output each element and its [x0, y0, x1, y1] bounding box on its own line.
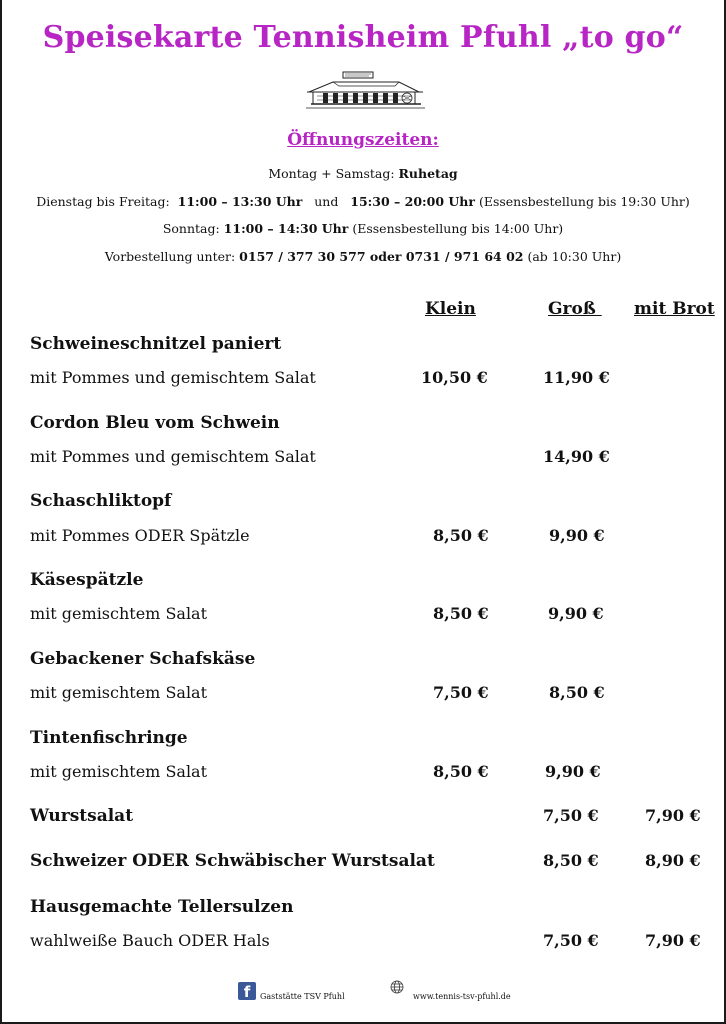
- hours-line4-bold: 0157 / 377 30 577 oder 0731 / 971 64 02: [239, 249, 524, 264]
- price-large: 14,90 €: [543, 447, 610, 466]
- page-title: Speisekarte Tennisheim Pfuhl „to go“: [42, 20, 684, 55]
- price-bread: 7,90 €: [645, 931, 701, 950]
- price-small: 8,50 €: [433, 604, 489, 623]
- menu-item-name: Schaschliktopf: [30, 491, 172, 511]
- footer: [2, 980, 724, 1006]
- column-header-small: Klein: [425, 299, 476, 319]
- hours-line3-prefix: Sonntag:: [162, 221, 224, 236]
- menu-item-name: Wurstsalat: [30, 806, 134, 826]
- price-bread: 8,90 €: [645, 851, 701, 870]
- menu-item-desc: mit Pommes und gemischtem Salat: [30, 447, 316, 466]
- website-link[interactable]: www.tennis-tsv-pfuhl.de: [413, 992, 511, 1001]
- menu-item-name: Schweineschnitzel paniert: [30, 334, 282, 354]
- menu-item-name: Gebackener Schafskäse: [30, 649, 256, 669]
- price-large: 7,50 €: [543, 806, 599, 825]
- menu-item-name: Käsespätzle: [30, 570, 144, 590]
- hours-line3-bold: 11:00 – 14:30 Uhr: [223, 221, 349, 236]
- hours-preorder: [2, 249, 724, 264]
- menu-item-desc: wahlweiße Bauch ODER Hals: [30, 931, 270, 950]
- menu-item-desc: mit Pommes ODER Spätzle: [30, 526, 250, 545]
- menu-item-name: Tintenfischringe: [30, 728, 188, 748]
- hours-line2-mid: und: [302, 194, 351, 209]
- price-small: 7,50 €: [433, 683, 489, 702]
- price-small: 8,50 €: [433, 762, 489, 781]
- menu-item-desc: mit gemischtem Salat: [30, 604, 208, 623]
- price-large: 9,90 €: [549, 526, 605, 545]
- globe-icon[interactable]: [389, 980, 405, 996]
- hours-line1-bold: Ruhetag: [398, 166, 458, 181]
- hours-line3-suffix: (Essensbestellung bis 14:00 Uhr): [348, 221, 564, 236]
- opening-hours-heading: Öffnungszeiten:: [287, 130, 439, 150]
- price-small: 8,50 €: [433, 526, 489, 545]
- menu-item-name: Hausgemachte Tellersulzen: [30, 897, 294, 917]
- hours-line2-bold1: 11:00 – 13:30 Uhr: [177, 194, 303, 209]
- price-large: 8,50 €: [549, 683, 605, 702]
- menu-page: [2, 0, 724, 1022]
- hours-line4-prefix: Vorbestellung unter:: [104, 249, 240, 264]
- price-large: 7,50 €: [543, 931, 599, 950]
- hours-line2-prefix: Dienstag bis Freitag:: [36, 194, 178, 209]
- menu-item-name: Schweizer ODER Schwäbischer Wurstsalat: [30, 851, 435, 871]
- price-large: 9,90 €: [548, 604, 604, 623]
- hours-line4-suffix: (ab 10:30 Uhr): [523, 249, 622, 264]
- hours-line2-bold2: 15:30 – 20:00 Uhr: [350, 194, 475, 209]
- menu-item-desc: mit gemischtem Salat: [30, 762, 208, 781]
- price-large: 8,50 €: [543, 851, 599, 870]
- price-small: 10,50 €: [421, 368, 488, 387]
- hours-line2-suffix: (Essensbestellung bis 19:30 Uhr): [474, 194, 690, 209]
- menu-item-desc: mit gemischtem Salat: [30, 683, 208, 702]
- menu-item-name: Cordon Bleu vom Schwein: [30, 413, 280, 433]
- price-large: 9,90 €: [545, 762, 601, 781]
- facebook-icon[interactable]: f: [238, 982, 256, 1000]
- clubhouse-drawing-icon: [303, 70, 427, 114]
- price-large: 11,90 €: [543, 368, 610, 387]
- menu-item-desc: mit Pommes und gemischtem Salat: [30, 368, 316, 387]
- column-header-large: Groß: [548, 299, 602, 319]
- price-bread: 7,90 €: [645, 806, 701, 825]
- hours-weekday: [2, 194, 724, 209]
- facebook-link[interactable]: Gaststätte TSV Pfuhl: [260, 992, 345, 1001]
- hours-sunday: [2, 221, 724, 236]
- hours-line1-prefix: Montag + Samstag:: [268, 166, 399, 181]
- hours-closed-days: [2, 166, 724, 181]
- column-header-bread: mit Brot: [634, 299, 715, 319]
